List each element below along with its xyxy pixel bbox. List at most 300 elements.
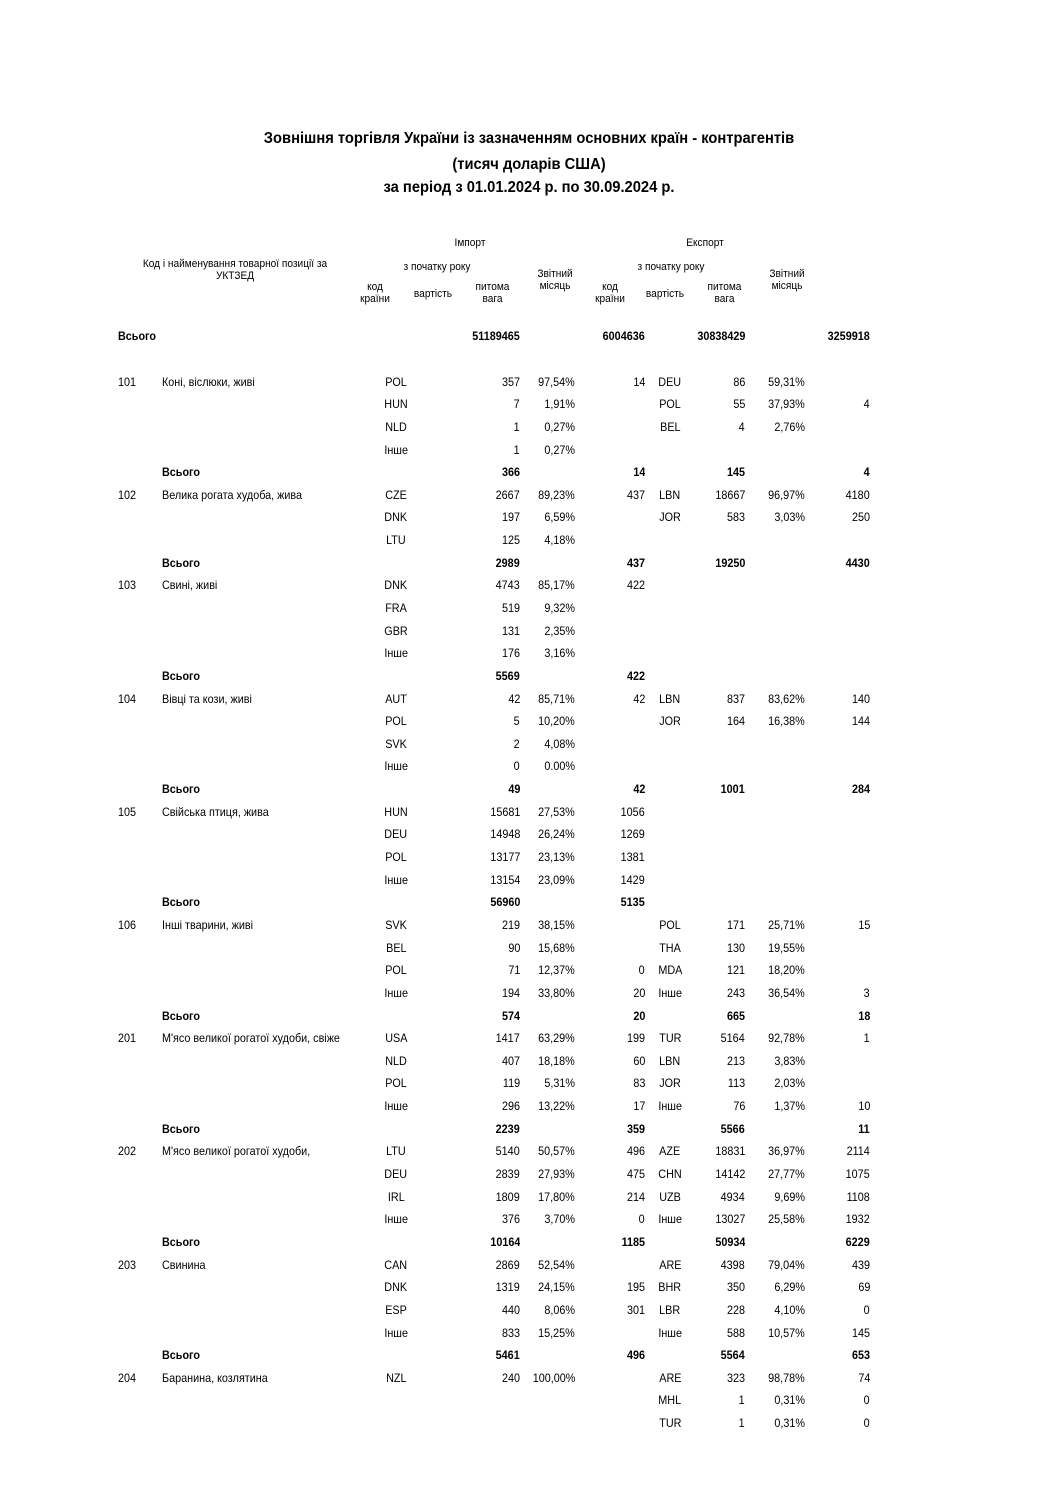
export-month: 0: [863, 1393, 870, 1408]
import-share: 24,15%: [538, 1280, 575, 1295]
import-month: 422: [626, 578, 645, 593]
table-row: [118, 1321, 870, 1344]
subtotal-export-month: 11: [858, 1121, 870, 1136]
export-share: 83,62%: [768, 691, 805, 706]
table-row: [118, 1185, 870, 1208]
import-month: 437: [626, 487, 645, 502]
import-share: 10,20%: [538, 714, 575, 729]
export-share: 9,69%: [774, 1189, 805, 1204]
subtotal-import-value: 56960: [489, 895, 520, 910]
export-value: 18667: [714, 487, 745, 502]
title-line-2: (тисяч доларів США): [452, 156, 606, 173]
subtotal-import-value: 2239: [495, 1121, 520, 1136]
product-name: Коні, віслюки, живі: [162, 374, 255, 389]
import-country: CAN: [384, 1257, 408, 1272]
import-share: 5,31%: [544, 1076, 575, 1091]
import-country: AUT: [385, 691, 407, 706]
subtotal-label: Всього: [162, 1121, 200, 1136]
table-row: [118, 619, 870, 642]
import-month: 1429: [620, 872, 645, 887]
table-row: [118, 868, 870, 891]
table-row: [118, 506, 870, 529]
table-row: [118, 1299, 870, 1322]
header-import-value: вартість: [413, 288, 453, 300]
header-export-value: вартість: [645, 288, 685, 300]
product-code: 101: [118, 374, 137, 389]
export-country: BHR: [658, 1280, 682, 1295]
import-value: 13177: [489, 850, 520, 865]
grand-total-import-month: 6004636: [602, 329, 645, 344]
subtotal-row: [118, 461, 870, 484]
subtotal-import-month: 14: [632, 465, 645, 480]
import-share: 3,16%: [544, 646, 575, 661]
export-country: LBN: [659, 487, 681, 502]
export-country: Інше: [658, 1212, 682, 1227]
export-share: 4,10%: [774, 1302, 805, 1317]
export-share: 96,97%: [768, 487, 805, 502]
table-row: [118, 416, 870, 439]
table-row: [118, 1276, 870, 1299]
import-month: 83: [632, 1076, 645, 1091]
import-value: 7: [513, 397, 520, 412]
subtotal-export-value: 50934: [714, 1234, 745, 1249]
import-value: 2839: [495, 1167, 520, 1182]
import-share: 3,70%: [544, 1212, 575, 1227]
import-value: 2667: [495, 487, 520, 502]
export-month: 140: [851, 691, 870, 706]
subtotal-import-month: 437: [626, 555, 645, 570]
import-country: SVK: [385, 917, 407, 932]
export-country: TUR: [658, 1031, 682, 1046]
table-row: [118, 1389, 870, 1412]
import-country: USA: [384, 1031, 408, 1046]
table-row: [118, 1412, 870, 1435]
export-share: 36,54%: [768, 985, 805, 1000]
export-share: 18,20%: [768, 963, 805, 978]
export-month: 250: [851, 510, 870, 525]
import-value: 176: [501, 646, 520, 661]
export-country: POL: [659, 917, 681, 932]
product-name: М'ясо великої рогатої худоби, свіже: [162, 1031, 340, 1046]
export-value: 55: [732, 397, 745, 412]
export-value: 583: [726, 510, 745, 525]
import-share: 85,71%: [538, 691, 575, 706]
table-row: [118, 642, 870, 665]
header-code-name: Код і найменування товарної позиції за УКТЗЕД: [142, 258, 328, 282]
import-share: 0.00%: [544, 759, 575, 774]
import-country: NZL: [385, 1370, 407, 1385]
import-month: 1269: [620, 827, 645, 842]
export-value: 113: [727, 1076, 745, 1091]
import-month: 14: [632, 374, 645, 389]
import-country: NLD: [385, 1053, 407, 1068]
export-value: 5164: [720, 1031, 745, 1046]
export-value: 14142: [714, 1167, 745, 1182]
import-month: 20: [632, 985, 645, 1000]
export-country: CHN: [658, 1167, 682, 1182]
export-share: 25,71%: [768, 917, 805, 932]
subtotal-row: [118, 1344, 870, 1367]
import-value: 119: [502, 1076, 520, 1091]
table-row: [118, 914, 870, 937]
table-row: [118, 483, 870, 506]
title-line-1: Зовнішня торгівля України із зазначенням основних країн - контрагентів: [263, 130, 795, 147]
table-row: [118, 800, 870, 823]
grand-total-export-month: 3259918: [827, 329, 870, 344]
subtotal-label: Всього: [162, 555, 200, 570]
export-month: 4: [863, 397, 870, 412]
import-value: 5140: [495, 1144, 520, 1159]
subtotal-export-value: 145: [726, 465, 745, 480]
spacer-row: [118, 348, 870, 371]
export-value: 350: [726, 1280, 745, 1295]
export-value: 1: [738, 1393, 745, 1408]
export-value: 121: [726, 963, 745, 978]
import-share: 97,54%: [538, 374, 575, 389]
product-code: 201: [118, 1031, 137, 1046]
subtotal-export-value: 665: [726, 1008, 745, 1023]
table-row: [118, 1208, 870, 1231]
subtotal-import-value: 49: [507, 782, 520, 797]
export-country: Інше: [658, 1099, 682, 1114]
subtotal-row: [118, 1004, 870, 1027]
grand-total-import-value: 51189465: [472, 329, 520, 344]
export-value: 323: [726, 1370, 745, 1385]
import-share: 0,27%: [544, 419, 575, 434]
export-value: 837: [726, 691, 745, 706]
import-month: 17: [632, 1099, 645, 1114]
export-month: 10: [857, 1099, 870, 1114]
import-share: 9,32%: [544, 601, 575, 615]
product-name: Свині, живі: [162, 578, 218, 593]
table-row: [118, 1050, 870, 1073]
export-value: 1: [738, 1416, 745, 1431]
table-row: [118, 1253, 870, 1276]
table-row: [118, 597, 870, 620]
grand-total-export-value: 30838429: [696, 329, 745, 344]
import-country: GBR: [384, 623, 408, 638]
import-country: Інше: [384, 1212, 408, 1227]
header-import-month: Звітний місяць: [537, 268, 573, 292]
subtotal-import-value: 366: [501, 465, 520, 480]
header-export-country: код країни: [595, 281, 625, 305]
export-share: 1,37%: [774, 1099, 805, 1114]
import-country: LTU: [386, 533, 406, 548]
export-value: 4934: [720, 1189, 745, 1204]
table-row: [118, 529, 870, 552]
import-value: 0: [513, 759, 520, 774]
export-value: 243: [726, 985, 745, 1000]
subtotal-label: Всього: [162, 465, 200, 480]
import-value: 194: [501, 985, 520, 1000]
export-share: 98,78%: [768, 1370, 805, 1385]
subtotal-import-month: 5135: [620, 895, 645, 910]
export-country: MHL: [658, 1393, 682, 1408]
export-month: 144: [851, 714, 870, 729]
table-row: [118, 687, 870, 710]
import-share: 100,00%: [532, 1370, 575, 1385]
export-value: 171: [726, 917, 745, 932]
import-share: 15,68%: [538, 940, 575, 955]
product-code: 103: [118, 578, 137, 593]
export-value: 18831: [714, 1144, 745, 1159]
export-value: 588: [726, 1325, 745, 1340]
subtotal-label: Всього: [162, 1348, 200, 1363]
import-share: 15,25%: [538, 1325, 575, 1340]
product-name: Велика рогата худоба, жива: [162, 487, 303, 502]
export-share: 25,58%: [768, 1212, 805, 1227]
subtotal-import-month: 359: [626, 1121, 645, 1136]
import-country: ESP: [385, 1302, 407, 1317]
import-month: 199: [626, 1031, 645, 1046]
subtotal-export-month: 284: [851, 782, 870, 797]
import-country: DEU: [384, 1167, 408, 1182]
import-value: 15681: [489, 804, 520, 819]
export-country: TUR: [658, 1416, 682, 1431]
import-share: 6,59%: [544, 510, 575, 525]
table-row: [118, 1366, 870, 1389]
import-value: 1: [513, 442, 520, 457]
import-share: 12,37%: [538, 963, 575, 978]
title-line-3: за період з 01.01.2024 р. по 30.09.2024 р.: [383, 179, 675, 196]
export-share: 27,77%: [768, 1167, 805, 1182]
product-code: 104: [118, 691, 137, 706]
product-code: 102: [118, 487, 137, 502]
table-row: [118, 733, 870, 756]
import-value: 4743: [495, 578, 520, 593]
export-share: 10,57%: [768, 1325, 805, 1340]
import-value: 407: [501, 1053, 520, 1068]
export-share: 3,03%: [774, 510, 805, 525]
import-month: 60: [632, 1053, 645, 1068]
import-country: POL: [385, 1076, 407, 1091]
import-share: 52,54%: [538, 1257, 575, 1272]
export-share: 0,31%: [774, 1393, 805, 1408]
import-country: DNK: [384, 1280, 408, 1295]
subtotal-row: [118, 778, 870, 801]
import-value: 90: [507, 940, 520, 955]
import-country: POL: [385, 374, 407, 389]
export-month: 439: [851, 1257, 870, 1272]
export-country: MDA: [657, 963, 682, 978]
table-row: [118, 1072, 870, 1095]
export-month: 4180: [845, 487, 870, 502]
subtotal-export-month: 4430: [845, 555, 870, 570]
subtotal-import-value: 2989: [495, 555, 520, 570]
import-value: 1: [513, 419, 520, 434]
import-value: 833: [501, 1325, 520, 1340]
import-value: 125: [501, 533, 520, 548]
import-country: NLD: [385, 419, 407, 434]
import-country: Інше: [384, 442, 408, 457]
header-export-ytd: з початку року: [637, 261, 705, 273]
export-country: JOR: [659, 714, 681, 729]
table-row: [118, 393, 870, 416]
subtotal-export-value: 1001: [720, 782, 745, 797]
export-country: POL: [659, 397, 681, 412]
header-export: Експорт: [686, 237, 724, 249]
subtotal-export-month: 18: [857, 1008, 870, 1023]
export-share: 79,04%: [768, 1257, 805, 1272]
import-country: DEU: [384, 827, 408, 842]
import-value: 440: [501, 1302, 520, 1317]
import-country: Інше: [384, 646, 408, 661]
export-value: 13027: [714, 1212, 745, 1227]
import-value: 197: [501, 510, 520, 525]
import-month: 214: [626, 1189, 645, 1204]
export-country: AZE: [659, 1144, 681, 1159]
export-share: 19,55%: [768, 940, 805, 955]
product-name: Свійська птиця, жива: [162, 804, 269, 819]
subtotal-label: Всього: [162, 1234, 200, 1249]
subtotal-row: [118, 1117, 870, 1140]
export-month: 1075: [845, 1167, 870, 1182]
export-month: 3: [863, 985, 870, 1000]
table-row: [118, 1140, 870, 1163]
import-country: IRL: [387, 1189, 405, 1204]
table-row: [118, 1163, 870, 1186]
import-share: 27,93%: [538, 1167, 575, 1182]
export-share: 0,31%: [774, 1416, 805, 1431]
import-country: DNK: [384, 510, 408, 525]
import-share: 4,18%: [544, 533, 575, 548]
import-value: 357: [501, 374, 520, 389]
import-country: Інше: [384, 759, 408, 774]
subtotal-label: Всього: [162, 668, 200, 683]
import-month: 42: [632, 691, 645, 706]
import-share: 23,13%: [538, 850, 575, 865]
import-share: 89,23%: [538, 487, 575, 502]
import-share: 85,17%: [538, 578, 575, 593]
table-row: [118, 710, 870, 733]
subtotal-label: Всього: [162, 895, 200, 910]
export-share: 36,97%: [768, 1144, 805, 1159]
import-country: SVK: [385, 736, 407, 751]
import-country: BEL: [385, 940, 407, 955]
import-share: 0,27%: [544, 442, 575, 457]
export-month: 0: [863, 1302, 870, 1317]
subtotal-export-month: 4: [863, 465, 870, 480]
import-month: 195: [626, 1280, 645, 1295]
import-share: 17,80%: [538, 1189, 575, 1204]
export-country: Інше: [658, 1325, 682, 1340]
product-code: 105: [118, 804, 137, 819]
export-country: DEU: [658, 374, 682, 389]
export-month: 1108: [846, 1189, 870, 1204]
import-month: 1381: [620, 850, 645, 865]
import-value: 296: [501, 1099, 520, 1114]
export-value: 4398: [720, 1257, 745, 1272]
export-value: 228: [726, 1302, 745, 1317]
import-country: Інше: [384, 1099, 408, 1114]
grand-total-label: Всього: [118, 329, 156, 344]
import-country: HUN: [384, 804, 408, 819]
subtotal-export-value: 5564: [720, 1348, 745, 1363]
import-share: 38,15%: [538, 917, 575, 932]
export-month: 15: [857, 917, 870, 932]
import-country: CZE: [385, 487, 407, 502]
export-share: 3,83%: [774, 1053, 805, 1068]
subtotal-row: [118, 891, 870, 914]
table-row: [118, 959, 870, 982]
import-share: 23,09%: [538, 872, 575, 887]
import-month: 1056: [620, 804, 645, 819]
subtotal-import-value: 10164: [489, 1234, 520, 1249]
product-code: 203: [118, 1257, 137, 1272]
export-month: 1932: [845, 1212, 870, 1227]
import-value: 71: [507, 963, 520, 978]
product-code: 202: [118, 1144, 137, 1159]
import-share: 13,22%: [538, 1099, 575, 1114]
import-month: 301: [626, 1302, 645, 1317]
import-month: 0: [638, 1212, 645, 1227]
table-row: [118, 370, 870, 393]
import-value: 13154: [489, 872, 520, 887]
import-share: 26,24%: [538, 827, 575, 842]
export-value: 213: [726, 1053, 745, 1068]
import-share: 50,57%: [538, 1144, 575, 1159]
subtotal-import-month: 1185: [621, 1234, 645, 1249]
import-country: DNK: [384, 578, 408, 593]
import-month: 0: [638, 963, 645, 978]
table-row: [118, 936, 870, 959]
export-value: 130: [726, 940, 745, 955]
import-value: 42: [507, 691, 520, 706]
header-import-ytd: з початку року: [403, 261, 471, 273]
export-country: LBN: [659, 691, 681, 706]
subtotal-export-value: 19250: [714, 555, 745, 570]
subtotal-row: [118, 665, 870, 688]
import-country: Інше: [384, 985, 408, 1000]
product-name: Свинина: [162, 1257, 206, 1272]
import-value: 5: [513, 714, 520, 729]
export-value: 86: [732, 374, 745, 389]
table-row: [118, 982, 870, 1005]
product-code: 106: [118, 917, 137, 932]
import-value: 1809: [495, 1189, 520, 1204]
export-share: 92,78%: [768, 1031, 805, 1046]
import-country: LTU: [386, 1144, 406, 1159]
import-share: 2,35%: [544, 623, 575, 638]
export-country: THA: [659, 940, 681, 955]
import-share: 18,18%: [538, 1053, 575, 1068]
table-row: [118, 1027, 870, 1050]
import-value: 1319: [495, 1280, 520, 1295]
import-value: 2: [513, 736, 520, 751]
subtotal-label: Всього: [162, 1008, 200, 1023]
export-country: LBN: [659, 1053, 681, 1068]
product-name: Вівці та кози, живі: [162, 691, 252, 706]
grand-total-row: [118, 325, 870, 348]
import-country: Інше: [384, 1325, 408, 1340]
subtotal-row: [118, 1231, 870, 1254]
product-name: Баранина, козлятина: [162, 1370, 268, 1385]
import-value: 14948: [489, 827, 520, 842]
header-export-share: питома вага: [707, 281, 742, 305]
import-country: HUN: [384, 397, 408, 412]
import-value: 131: [501, 623, 520, 638]
import-country: POL: [385, 963, 407, 978]
export-share: 37,93%: [768, 397, 805, 412]
export-share: 2,76%: [774, 419, 805, 434]
export-month: 1: [863, 1031, 870, 1046]
export-country: Інше: [658, 985, 682, 1000]
import-country: POL: [385, 850, 407, 865]
export-share: 59,31%: [768, 374, 805, 389]
export-country: LBR: [659, 1302, 681, 1317]
product-code: 204: [118, 1370, 137, 1385]
import-share: 27,53%: [538, 804, 575, 819]
